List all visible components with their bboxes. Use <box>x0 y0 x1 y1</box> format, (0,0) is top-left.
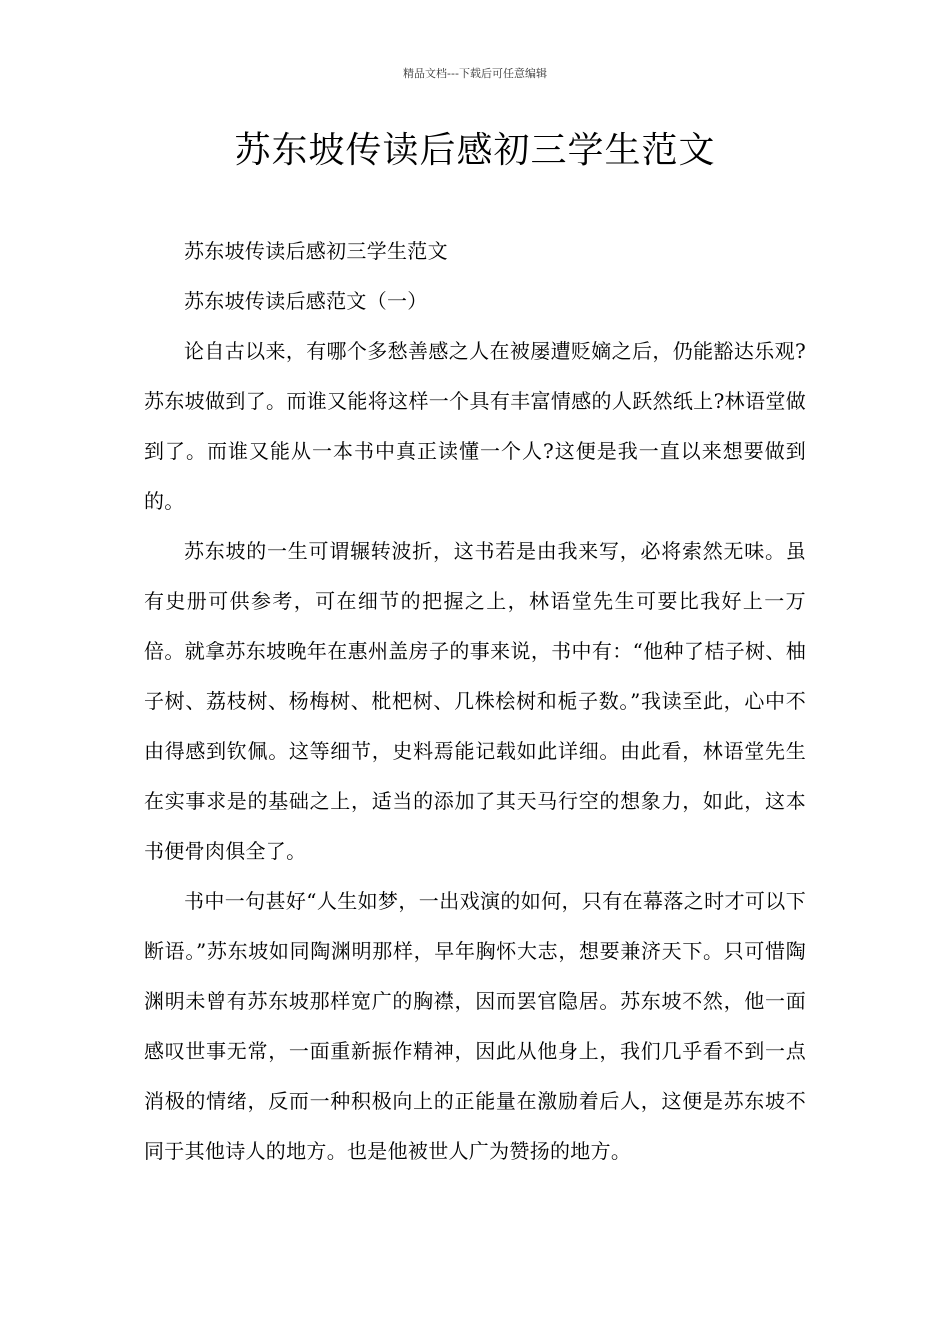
paragraph-section-heading: 苏东坡传读后感范文（一） <box>184 289 428 313</box>
document-body <box>144 226 806 1176</box>
paragraph-subtitle: 苏东坡传读后感初三学生范文 <box>184 239 448 263</box>
page-header: 精品文档---下载后可任意编辑 <box>403 67 547 80</box>
paragraph: 苏东坡的一生可谓辗转波折，这书若是由我来写，必将索然无味。虽有史册可供参考，可在细节的把握之上，林语堂先生可要比我好上一万倍。就拿苏东坡晚年在惠州盖房子的事来说，书中有：“他种了桔子树、柚子树、荔枝树、杨梅树、枇杷树、几株桧树和栀子数。”我读至此，心中不由得感到钦佩。这等细节，史料焉能记载如此详细。由此看，林语堂先生在实事求是的基础之上，适当的添加了其天马行空的想象力，如此，这本书便骨肉俱全了。 <box>144 539 806 863</box>
paragraph: 书中一句甚好“人生如梦，一出戏演的如何，只有在幕落之时才可以下断语。”苏东坡如同陶渊明那样，早年胸怀大志，想要兼济天下。只可惜陶渊明未曾有苏东坡那样宽广的胸襟，因而罢官隐居。苏东坡不然，他一面感叹世事无常，一面重新振作精神，因此从他身上，我们几乎看不到一点消极的情绪，反而一种积极向上的正能量在激励着后人，这便是苏东坡不同于其他诗人的地方。也是他被世人广为赞扬的地方。 <box>144 889 806 1163</box>
document-title: 苏东坡传读后感初三学生范文 <box>234 130 716 171</box>
paragraph: 论自古以来，有哪个多愁善感之人在被屡遭贬嫡之后，仍能豁达乐观?苏东坡做到了。而谁又能将这样一个具有丰富情感的人跃然纸上?林语堂做到了。而谁又能从一本书中真正读懂一个人?这便是我一直以来想要做到的。 <box>144 339 806 513</box>
